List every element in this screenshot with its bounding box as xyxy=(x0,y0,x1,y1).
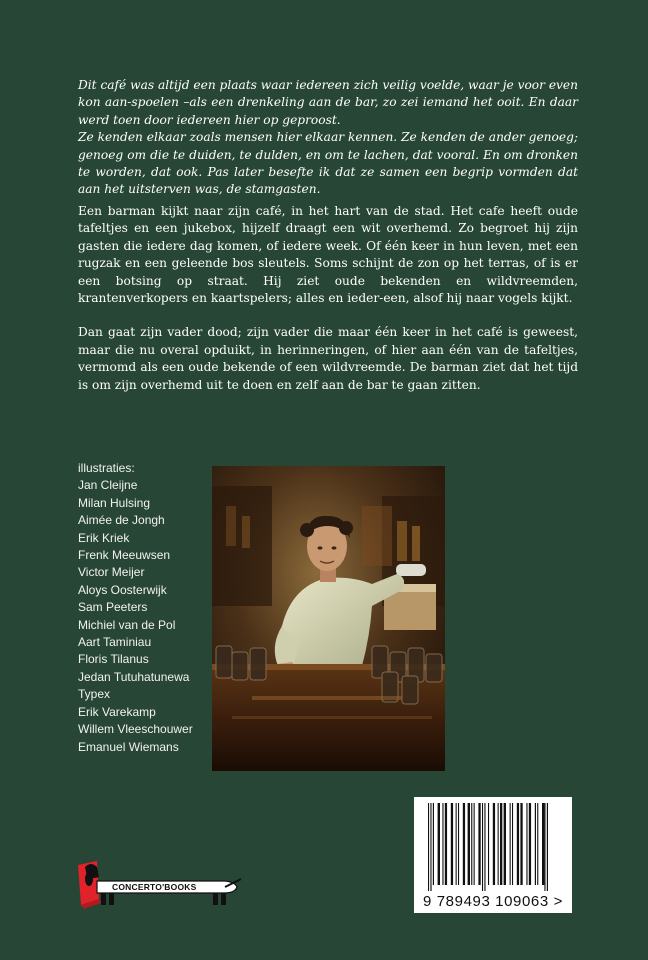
intro-paragraph-2: Ze kenden elkaar zoals mensen hier elkaar kennen. Ze kenden de ander genoeg; genoeg om die te duiden, te dulden, en om te lachen, dat vooral. En om dronken te worden, dat ook. Pas later besefte ik dat ze samen een begrip vormden dat aan het uitsterven was, de stamgasten. xyxy=(78,130,578,197)
barcode-bar xyxy=(428,803,429,891)
illustrator-name: Jan Cleijne xyxy=(78,478,138,493)
barcode-bar xyxy=(538,803,542,885)
barcode-bar xyxy=(489,803,493,885)
barcode-bar xyxy=(444,803,445,885)
isbn-number: 9 789493 109063 > xyxy=(423,893,563,910)
barcode-bar xyxy=(484,803,485,891)
intro-text xyxy=(78,77,578,199)
barcode-bar xyxy=(481,803,482,891)
barcode-bar xyxy=(471,803,472,885)
barcode-bar xyxy=(445,803,447,885)
barcode-bar xyxy=(499,803,500,885)
barcode-bar xyxy=(544,803,545,891)
barcode-bar xyxy=(472,803,473,885)
barcode-bar xyxy=(513,803,517,885)
barcode-bar xyxy=(451,803,453,885)
publisher-logo xyxy=(75,857,245,917)
barcode-bar xyxy=(434,803,438,885)
illustrator-name: Emanuel Wiemans xyxy=(78,739,179,754)
barcode-bar xyxy=(433,803,434,885)
illustrator-name: Erik Kriek xyxy=(78,530,130,545)
illustrator-name: Aimée de Jongh xyxy=(78,513,165,528)
barcode-bar xyxy=(463,803,465,885)
barcode-bar xyxy=(537,803,538,885)
illustrator-name: Milan Hulsing xyxy=(78,495,151,510)
barcode-bar xyxy=(459,803,463,885)
barcode-bar xyxy=(478,803,480,885)
barcode-bar xyxy=(470,803,471,885)
barcode-bar xyxy=(510,803,511,885)
barcode-bar xyxy=(529,803,531,885)
barcode-bar xyxy=(547,803,548,891)
barcode-bar xyxy=(526,803,527,885)
barcode-bar xyxy=(482,803,483,891)
barcode-bar xyxy=(535,803,536,885)
illustrator-name: Jedan Tutuhatunewa xyxy=(78,669,190,684)
barcode-bar xyxy=(528,803,529,885)
barcode-bar xyxy=(519,803,520,885)
barcode-bar xyxy=(546,803,547,891)
barcode-bar xyxy=(440,803,442,885)
illustrator-credits xyxy=(78,460,218,756)
barcode-bar xyxy=(438,803,440,885)
barcode-bar xyxy=(500,803,502,885)
barcode-bar xyxy=(442,803,443,885)
barcode-bar xyxy=(523,803,527,885)
blurb-text xyxy=(78,203,578,411)
barcode-bar xyxy=(468,803,470,885)
barcode-bar xyxy=(447,803,451,885)
illustrator-name: Aloys Oosterwijk xyxy=(78,582,167,597)
barcode-bar xyxy=(542,803,544,885)
intro-paragraph-1: Dit café was altijd een plaats waar iedereen zich veilig voelde, waar je voor even kon aan-spoelen –als een drenkeling aan de bar, zo zei iemand het ooit. En daar werd toen door iedereen hier op geproost. xyxy=(78,78,578,127)
isbn-barcode xyxy=(414,797,572,913)
illustrator-name: Aart Taminiau xyxy=(78,635,152,650)
barcode-bar xyxy=(531,803,535,885)
barcode-bar xyxy=(498,803,499,885)
barcode-bar xyxy=(432,803,433,885)
barcode-bar xyxy=(488,803,489,885)
barcode-bars xyxy=(414,797,572,893)
barcode-bar xyxy=(504,803,506,885)
barcode-bar xyxy=(520,803,522,885)
illustrator-list xyxy=(78,477,218,756)
barcode-bar xyxy=(486,803,487,891)
illustrator-name: Floris Tilanus xyxy=(78,652,149,667)
blurb-paragraph-1: Een barman kijkt naar zijn café, in het hart van de stad. Het cafe heeft oude tafeltjes en een jukebox, hijzelf draagt een wit overhemd. Zo begroet hij zijn gasten die iedere dag komen, of iedere week. Of één keer in hun leven, met een rugzak en een geleende bos sleutels. Soms schijnt de zon op het terras, of is er een botsing op straat. Hij ziet oude bekenden en wildvreemden, krantenverkopers en kaartspelers; alles en ieder-een, alsof hij naar vogels kijkt. xyxy=(78,204,578,306)
barcode-bar xyxy=(430,803,431,891)
blurb-paragraph-2: Dan gaat zijn vader dood; zijn vader die maar één keer in het café is geweest, maar die nu overal opduikt, in herinneringen, of hier aan één van de tafeltjes, vermomd als een oude bekende of een wildvreemde. De barman ziet dat het tijd is om zijn overhemd uit te doen en zelf aan de bar te gaan zitten. xyxy=(78,325,578,392)
illustrator-name: Willem Vleeschouwer xyxy=(78,722,193,737)
credits-heading: illustraties: xyxy=(78,461,135,475)
barcode-bar xyxy=(465,803,467,885)
barcode-bar xyxy=(506,803,510,885)
barman-illustration xyxy=(212,466,445,771)
barcode-bar xyxy=(429,803,430,891)
barcode-bar xyxy=(495,803,497,885)
barcode-bar xyxy=(453,803,455,885)
illustrator-name: Sam Peeters xyxy=(78,600,148,615)
publisher-name: CONCERTO'BOOKS xyxy=(112,882,197,892)
illustrator-name: Frenk Meeuwsen xyxy=(78,548,171,563)
barcode-bar xyxy=(475,803,479,885)
barcode-bar xyxy=(493,803,495,885)
barcode-bar xyxy=(512,803,513,885)
barcode-bar xyxy=(502,803,503,885)
barcode-bar xyxy=(456,803,457,885)
barcode-bar xyxy=(483,803,484,891)
illustrator-name: Victor Meijer xyxy=(78,565,145,580)
barcode-bar xyxy=(458,803,459,885)
illustrator-name: Typex xyxy=(78,687,111,702)
barcode-bar xyxy=(517,803,519,885)
barcode-bar xyxy=(536,803,537,885)
illustrator-name: Michiel van de Pol xyxy=(78,617,176,632)
barcode-bar xyxy=(511,803,512,885)
illustrator-name: Erik Varekamp xyxy=(78,704,156,719)
barcode-bar xyxy=(457,803,458,885)
barcode-bar xyxy=(487,803,488,885)
barcode-bar xyxy=(474,803,475,885)
